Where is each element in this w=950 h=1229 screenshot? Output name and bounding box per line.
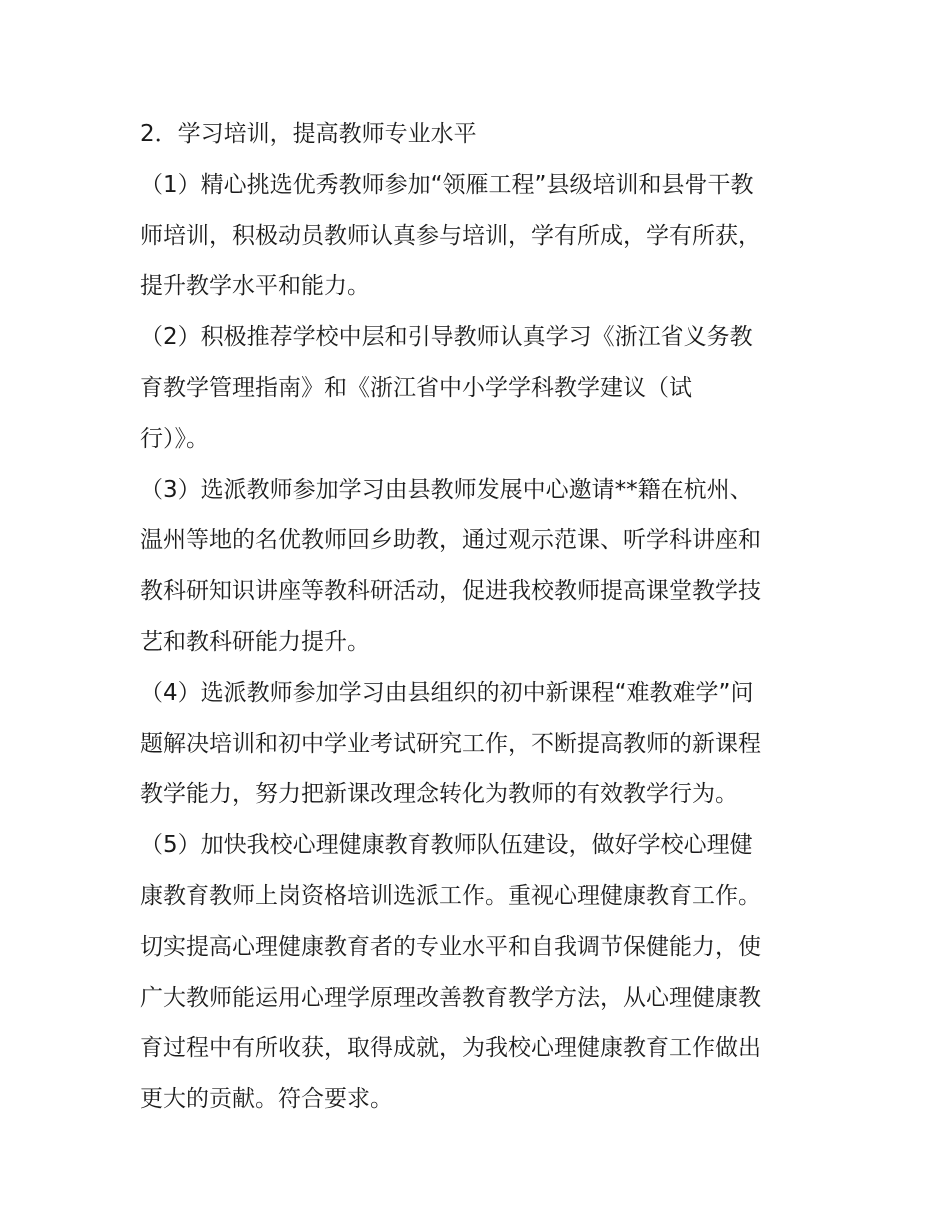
paragraph-line: 更大的贡献。符合要求。 xyxy=(140,1086,393,1113)
paragraph-line: 教科研知识讲座等教科研活动，促进我校教师提高课堂教学技 xyxy=(140,578,761,605)
paragraph-line: 广大教师能运用心理学原理改善教育教学方法，从心理健康教 xyxy=(140,984,761,1011)
paragraph-line: 康教育教师上岗资格培训选派工作。重视心理健康教育工作。 xyxy=(140,882,761,909)
paragraph-line: （2）积极推荐学校中层和引导教师认真学习《浙江省义务教 xyxy=(140,324,753,351)
document-body xyxy=(140,109,820,1125)
paragraph-line: （1）精心挑选优秀教师参加“领雁工程”县级培训和县骨干教 xyxy=(140,171,754,198)
paragraph-line: 师培训，积极动员教师认真参与培训，学有所成，学有所获， xyxy=(140,222,761,249)
paragraph-line: 行）》。 xyxy=(140,425,209,452)
paragraph-line: 艺和教科研能力提升。 xyxy=(140,628,370,655)
paragraph-line: 提升教学水平和能力。 xyxy=(140,273,370,300)
paragraph-line: （4）选派教师参加学习由县组织的初中新课程“难教难学”问 xyxy=(140,679,754,706)
paragraph-line: （3）选派教师参加学习由县教师发展中心邀请**籍在杭州、 xyxy=(140,476,753,503)
paragraph-line: 温州等地的名优教师回乡助教，通过观示范课、听学科讲座和 xyxy=(140,527,761,554)
paragraph-line: 教学能力，努力把新课改理念转化为教师的有效教学行为。 xyxy=(140,781,738,808)
paragraph-line: 育教学管理指南》和《浙江省中小学学科教学建议（试 xyxy=(140,374,692,401)
paragraph-line: 切实提高心理健康教育者的专业水平和自我调节保健能力，使 xyxy=(140,933,761,960)
paragraph-line: 题解决培训和初中学业考试研究工作，不断提高教师的新课程 xyxy=(140,730,761,757)
section-heading: 2．学习培训，提高教师专业水平 xyxy=(140,121,477,147)
paragraph-line: （5）加快我校心理健康教育教师队伍建设，做好学校心理健 xyxy=(140,832,753,859)
paragraph-line: 育过程中有所收获，取得成就，为我校心理健康教育工作做出 xyxy=(140,1035,761,1062)
